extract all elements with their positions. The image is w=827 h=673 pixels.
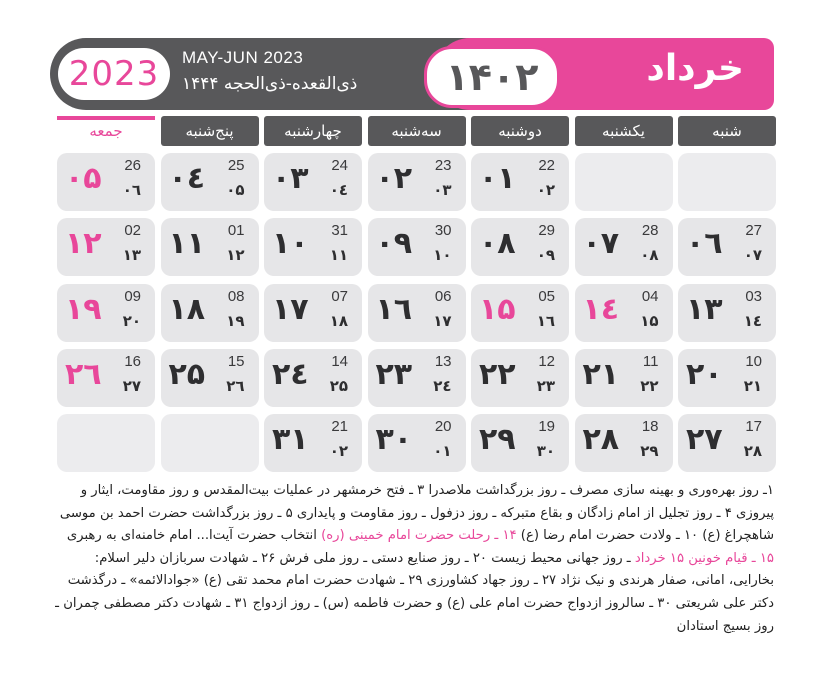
persian-day-number: ۲۸ bbox=[582, 422, 620, 457]
hijri-day-number: ۱۱ bbox=[329, 246, 348, 264]
hijri-months: ذی‌القعده-ذی‌الحجه ۱۴۴۴ bbox=[182, 74, 358, 94]
hijri-day-number: ۲۹ bbox=[640, 442, 659, 460]
hijri-day-number: ۱٤ bbox=[743, 312, 762, 330]
gregorian-day-number: 25 bbox=[227, 157, 245, 174]
weekday-label: پنج‌شنبه bbox=[185, 122, 234, 140]
gregorian-day-number: 09 bbox=[124, 288, 141, 305]
events-highlight-2: ۱۵ ـ قیام خونین ۱۵ خرداد bbox=[634, 550, 774, 566]
events-highlight-1: ۱۴ ـ رحلت حضرت امام خمینی (ره) bbox=[321, 528, 517, 544]
persian-day-number: ۲۷ bbox=[686, 422, 723, 457]
persian-day-number: ۲۵ bbox=[168, 357, 206, 392]
hijri-day-number: ۰۲ bbox=[329, 442, 348, 460]
gregorian-day-number: 13 bbox=[434, 353, 452, 370]
persian-day-number: ۰۸ bbox=[479, 226, 516, 261]
persian-month-banner bbox=[434, 38, 774, 110]
empty-day-cell bbox=[161, 414, 259, 472]
gregorian-day-number: 05 bbox=[538, 288, 555, 305]
weekday-1 bbox=[575, 116, 673, 146]
holiday-day-number: ۱٤ bbox=[582, 292, 620, 327]
gregorian-day-number: 16 bbox=[124, 353, 141, 370]
persian-month-title: خرداد bbox=[646, 48, 744, 89]
hijri-day-number: ۰۷ bbox=[743, 246, 762, 264]
hijri-day-number: ۰٦ bbox=[122, 181, 141, 199]
persian-day-number: ۲۹ bbox=[479, 422, 516, 457]
day-cell[interactable] bbox=[161, 349, 259, 407]
persian-day-number: ۲۱ bbox=[582, 357, 620, 392]
hijri-day-number: ۰۵ bbox=[226, 181, 245, 199]
gregorian-day-number: 19 bbox=[538, 418, 555, 435]
weekday-label: سه‌شنبه bbox=[391, 122, 442, 140]
persian-day-number: ۰٤ bbox=[168, 161, 206, 196]
weekday-4 bbox=[264, 116, 362, 146]
persian-day-number: ۰۱ bbox=[479, 161, 516, 196]
weekday-3 bbox=[368, 116, 466, 146]
hijri-day-number: ۲۸ bbox=[743, 442, 762, 460]
day-cell[interactable] bbox=[678, 218, 776, 276]
empty-day-cell bbox=[57, 414, 155, 472]
day-cell[interactable] bbox=[57, 153, 155, 211]
holiday-day-number: ۲٦ bbox=[65, 357, 102, 392]
persian-day-number: ۲۰ bbox=[686, 357, 723, 392]
persian-day-number: ۱٦ bbox=[375, 292, 413, 327]
gregorian-months: MAY-JUN 2023 bbox=[182, 48, 304, 67]
weekday-label: دوشنبه bbox=[498, 122, 542, 140]
gregorian-day-number: 30 bbox=[434, 222, 452, 239]
persian-day-number: ۳۰ bbox=[375, 422, 413, 457]
day-cell[interactable] bbox=[57, 218, 155, 276]
day-cell[interactable] bbox=[471, 414, 569, 472]
persian-day-number: ۰۳ bbox=[272, 161, 309, 196]
gregorian-day-number: 22 bbox=[538, 157, 555, 174]
hijri-day-number: ۱۹ bbox=[226, 312, 245, 330]
day-cell[interactable] bbox=[575, 414, 673, 472]
gregorian-day-number: 29 bbox=[538, 222, 555, 239]
holiday-day-number: ۱۵ bbox=[479, 292, 516, 327]
day-cell[interactable] bbox=[575, 349, 673, 407]
hijri-day-number: ۱۸ bbox=[329, 312, 348, 330]
gregorian-day-number: 03 bbox=[745, 288, 762, 305]
day-cell[interactable] bbox=[368, 284, 466, 342]
hijri-day-number: ۲٦ bbox=[226, 377, 245, 395]
hijri-day-number: ۱۵ bbox=[640, 312, 659, 330]
day-cell[interactable] bbox=[57, 349, 155, 407]
gregorian-day-number: 12 bbox=[538, 353, 555, 370]
persian-day-number: ۱۸ bbox=[168, 292, 206, 327]
hijri-day-number: ۰۱ bbox=[433, 442, 452, 460]
gregorian-day-number: 24 bbox=[331, 157, 348, 174]
day-cell[interactable] bbox=[471, 153, 569, 211]
weekday-label: جمعه bbox=[89, 122, 123, 140]
gregorian-day-number: 31 bbox=[331, 222, 348, 239]
hijri-day-number: ۳۰ bbox=[536, 442, 555, 460]
day-cell[interactable] bbox=[678, 284, 776, 342]
gregorian-day-number: 27 bbox=[745, 222, 762, 239]
hijri-day-number: ۲۲ bbox=[640, 377, 659, 395]
hijri-day-number: ۱۳ bbox=[122, 246, 141, 264]
hijri-day-number: ۰۳ bbox=[433, 181, 452, 199]
hijri-day-number: ۱۰ bbox=[433, 246, 452, 264]
persian-day-number: ۲٤ bbox=[272, 357, 309, 392]
day-cell[interactable] bbox=[57, 284, 155, 342]
gregorian-day-number: 10 bbox=[745, 353, 762, 370]
hijri-day-number: ۲٤ bbox=[433, 377, 452, 395]
gregorian-day-number: 18 bbox=[641, 418, 659, 435]
persian-day-number: ۰٦ bbox=[686, 226, 723, 261]
persian-day-number: ۲۳ bbox=[375, 357, 413, 392]
gregorian-day-number: 02 bbox=[124, 222, 141, 239]
gregorian-day-number: 08 bbox=[227, 288, 245, 305]
gregorian-day-number: 21 bbox=[331, 418, 348, 435]
day-cell[interactable] bbox=[264, 349, 362, 407]
gregorian-year-badge bbox=[58, 48, 170, 100]
day-cell[interactable] bbox=[161, 284, 259, 342]
persian-day-number: ۱۱ bbox=[168, 226, 206, 261]
gregorian-day-number: 15 bbox=[227, 353, 245, 370]
hijri-day-number: ۱۷ bbox=[433, 312, 452, 330]
day-cell[interactable] bbox=[264, 414, 362, 472]
gregorian-day-number: 26 bbox=[124, 157, 141, 174]
persian-day-number: ۳۱ bbox=[272, 422, 309, 457]
hijri-day-number: ۰۹ bbox=[536, 246, 555, 264]
day-cell[interactable] bbox=[471, 349, 569, 407]
holiday-day-number: ۰۵ bbox=[65, 161, 102, 196]
day-cell[interactable] bbox=[264, 284, 362, 342]
gregorian-day-number: 07 bbox=[331, 288, 348, 305]
day-cell[interactable] bbox=[368, 414, 466, 472]
hijri-day-number: ۰۲ bbox=[536, 181, 555, 199]
day-cell[interactable] bbox=[161, 218, 259, 276]
gregorian-day-number: 11 bbox=[642, 353, 659, 370]
persian-day-number: ۱۳ bbox=[686, 292, 723, 327]
hijri-day-number: ۲۵ bbox=[329, 377, 348, 395]
gregorian-day-number: 23 bbox=[434, 157, 452, 174]
weekday-label: شنبه bbox=[712, 122, 742, 140]
persian-day-number: ۱۷ bbox=[272, 292, 309, 327]
hijri-day-number: ۰۸ bbox=[640, 246, 659, 264]
events-text-2: انتخاب حضرت آیت‌ا... امام خامنه‌ای به رهبری bbox=[66, 528, 322, 544]
gregorian-day-number: 06 bbox=[434, 288, 452, 305]
weekday-5 bbox=[161, 116, 259, 146]
gregorian-day-number: 04 bbox=[641, 288, 659, 305]
gregorian-day-number: 20 bbox=[434, 418, 452, 435]
events-text-3: ـ روز جهانی محیط زیست ۲۰ ـ روز صنایع دستی ـ روز ملی فرش ۲۶ ـ شهادت سربازان دلیر اسلام: بخارایی، امانی، صفار هرندی و نیک نژاد ۲۷ ـ روز جهاد کشاورزی ۲۹ ـ شهادت حضرت امام محمد تقی (ع) «جوادالائمه» ـ درگذشت دکتر علی شریعتی ۳۰ ـ سالروز ازدواج حضرت امام علی (ع) و حضرت فاطمه (س) ـ روز ازدواج ۳۱ ـ شهادت دکتر مصطفی چمران ـ روز بسیج استادان bbox=[55, 550, 774, 634]
day-cell[interactable] bbox=[575, 284, 673, 342]
day-cell[interactable] bbox=[678, 349, 776, 407]
day-cell[interactable] bbox=[368, 349, 466, 407]
calendar-header bbox=[50, 38, 774, 110]
day-cell[interactable] bbox=[575, 218, 673, 276]
events-text-1: ۱ـ روز بهره‌وری و بهینه سازی مصرف ـ روز بزرگداشت ملاصدرا ۳ ـ فتح خرمشهر در عملیات بیت‌المقدس و روز مقاومت، ایثار و پیروزی ۴ ـ روز تجلیل از امام زادگان و بقاع متبرکه ـ روز دزفول ـ روز مقاومت و پایداری ۵ ـ روز بزرگداشت حضرت احمد بن موسی شاهچراغ (ع) ۱۰ ـ ولادت حضرت امام رضا (ع) bbox=[59, 483, 774, 544]
persian-day-number: ۲۲ bbox=[479, 357, 516, 392]
events-list bbox=[54, 480, 774, 638]
holiday-day-number: ۱۹ bbox=[65, 292, 102, 327]
day-cell[interactable] bbox=[471, 218, 569, 276]
gregorian-day-number: 17 bbox=[745, 418, 762, 435]
persian-day-number: ۱۰ bbox=[272, 226, 309, 261]
friday-accent-bar bbox=[57, 116, 155, 120]
hijri-day-number: ۲۱ bbox=[743, 377, 762, 395]
hijri-day-number: ۱٦ bbox=[536, 312, 555, 330]
day-cell[interactable] bbox=[368, 153, 466, 211]
persian-year: ۱۴۰۲ bbox=[424, 46, 560, 108]
weekday-label: چهارشنبه bbox=[284, 122, 342, 140]
weekday-label: یکشنبه bbox=[602, 122, 645, 140]
day-cell[interactable] bbox=[264, 218, 362, 276]
gregorian-year: 2023 bbox=[68, 54, 160, 94]
hijri-day-number: ۲۳ bbox=[536, 377, 555, 395]
weekday-2 bbox=[471, 116, 569, 146]
empty-day-cell bbox=[575, 153, 673, 211]
gregorian-day-number: 28 bbox=[641, 222, 659, 239]
day-cell[interactable] bbox=[161, 153, 259, 211]
empty-day-cell bbox=[678, 153, 776, 211]
hijri-day-number: ۰٤ bbox=[329, 181, 348, 199]
persian-day-number: ۰۷ bbox=[582, 226, 620, 261]
holiday-day-number: ۱۲ bbox=[65, 226, 102, 261]
day-cell[interactable] bbox=[368, 218, 466, 276]
day-cell[interactable] bbox=[471, 284, 569, 342]
day-cell[interactable] bbox=[264, 153, 362, 211]
gregorian-day-number: 14 bbox=[331, 353, 348, 370]
weekday-0 bbox=[678, 116, 776, 146]
gregorian-day-number: 01 bbox=[227, 222, 245, 239]
hijri-day-number: ۲۰ bbox=[122, 312, 141, 330]
hijri-day-number: ۱۲ bbox=[226, 246, 245, 264]
weekday-6 bbox=[57, 116, 155, 146]
persian-day-number: ۰۹ bbox=[375, 226, 413, 261]
hijri-day-number: ۲۷ bbox=[122, 377, 141, 395]
day-cell[interactable] bbox=[678, 414, 776, 472]
persian-day-number: ۰۲ bbox=[375, 161, 413, 196]
